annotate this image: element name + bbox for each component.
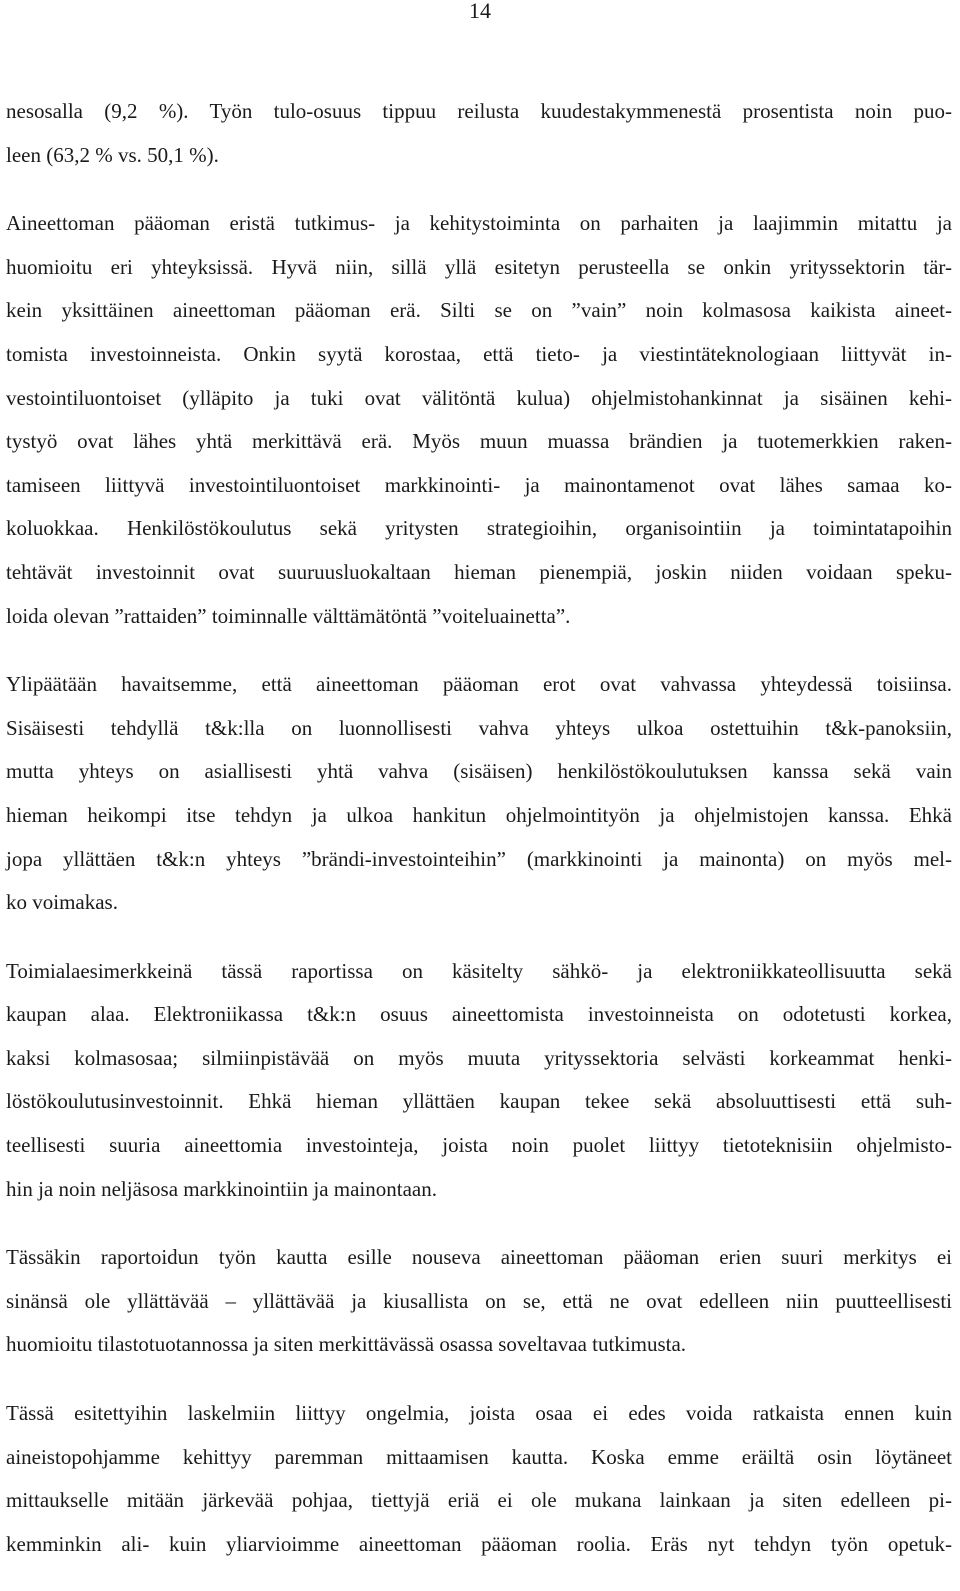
text-line: Tässäkin raportoidun työn kautta esille nouseva aineettoman pääoman erien suuri merkitys ei [6,1245,952,1270]
text-line: jopa yllättäen t&k:n yhteys ”brändi-investointeihin” (markkinointi ja mainonta) on myös mel- [6,846,952,871]
text-line: kaksi kolmasosaa; silmiinpistävää on myös muuta yrityssektoria selvästi korkeammat henki- [6,1045,952,1070]
paragraph [6,90,952,177]
text-line: Tässä esitettyihin laskelmiin liittyy ongelmia, joista osaa ei edes voida ratkaista ennen kuin [6,1401,952,1426]
text-line: loida olevan ”rattaiden” toiminnalle välttämätöntä ”voiteluainetta”. [6,603,571,628]
text-line: tehtävät investoinnit ovat suuruusluokaltaan hieman pienempiä, joskin niiden voidaan speku- [6,559,952,584]
text-line: kemminkin ali- kuin yliarvioimme aineettoman pääoman roolia. Eräs nyt tehdyn työn opetuk- [6,1531,952,1556]
text-line: tamiseen liittyvä investointiluontoiset markkinointi- ja mainontamenot ovat lähes samaa ko- [6,472,952,497]
text-line: leen (63,2 % vs. 50,1 %). [6,142,219,167]
paragraph [6,202,952,638]
text-line: Sisäisesti tehdyllä t&k:lla on luonnollisesti vahva yhteys ulkoa ostettuihin t&k-panoksiin, [6,715,952,740]
text-line: nesosalla (9,2 %). Työn tulo-osuus tippuu reilusta kuudestakymmenestä prosentista noin puo- [6,99,952,123]
text-line: ko voimakas. [6,890,118,915]
text-line: Ylipäätään havaitsemme, että aineettoman pääoman erot ovat vahvassa yhteydessä toisiinsa. [6,672,952,697]
paragraph [6,1392,952,1566]
text-line: tomista investoinneista. Onkin syytä korostaa, että tieto- ja viestintäteknologiaan liittyvät in- [6,341,952,366]
text-line: mutta yhteys on asiallisesti yhtä vahva (sisäisen) henkilöstökoulutuksen kanssa sekä vain [6,759,952,784]
text-line: hieman heikompi itse tehdyn ja ulkoa hankitun ohjelmointityön ja ohjelmistojen kanssa. Ehkä [6,802,952,827]
text-line: löstökoulutusinvestoinnit. Ehkä hieman yllättäen kaupan tekee sekä absoluuttisesti että suh- [6,1089,952,1114]
text-line: kaupan alaa. Elektroniikassa t&k:n osuus aineettomista investoinneista on odotetusti korkea, [6,1002,952,1027]
text-line: mittaukselle mitään järkevää pohjaa, tiettyjä eriä ei ole mukana lainkaan ja siten edelleen pi- [6,1488,952,1513]
paragraph [6,1236,952,1367]
document-body [6,90,952,1591]
page-number: 14 [469,0,491,23]
text-line: teellisesti suuria aineettomia investointeja, joista noin puolet liittyy tietoteknisiin ohjelmisto- [6,1133,952,1158]
paragraph [6,950,952,1212]
text-line: Aineettoman pääoman eristä tutkimus- ja kehitystoiminta on parhaiten ja laajimmin mitattu ja [6,211,952,236]
text-line: huomioitu tilastotuotannossa ja siten merkittävässä osassa soveltavaa tutkimusta. [6,1332,687,1357]
text-line: huomioitu eri yhteyksissä. Hyvä niin, sillä yllä esitetyn perusteella se onkin yrityssektorin tär- [6,254,952,279]
text-line: kein yksittäinen aineettoman pääoman erä. Silti se on ”vain” noin kolmasosa kaikista aineet- [6,298,952,323]
text-line: vestointiluontoiset (ylläpito ja tuki ovat välitöntä kulua) ohjelmistohankinnat ja sisäinen kehi- [6,385,952,410]
paragraph [6,663,952,925]
text-line: hin ja noin neljäsosa markkinointiin ja mainontaan. [6,1176,437,1201]
text-line: sinänsä ole yllättävää – yllättävää ja kiusallista on se, että ne ovat edelleen niin puutteellisesti [6,1288,952,1313]
text-line: tystyö ovat lähes yhtä merkittävä erä. Myös muun muassa brändien ja tuotemerkkien raken- [6,429,952,454]
text-line: aineistopohjamme kehittyy paremman mittaamisen kautta. Koska emme eräiltä osin löytäneet [6,1444,952,1469]
text-line: koluokkaa. Henkilöstökoulutus sekä yritysten strategioihin, organisointiin ja toimintatapoihin [6,516,952,541]
text-line: Toimialaesimerkkeinä tässä raportissa on käsitelty sähkö- ja elektroniikkateollisuutta sekä [6,958,952,983]
